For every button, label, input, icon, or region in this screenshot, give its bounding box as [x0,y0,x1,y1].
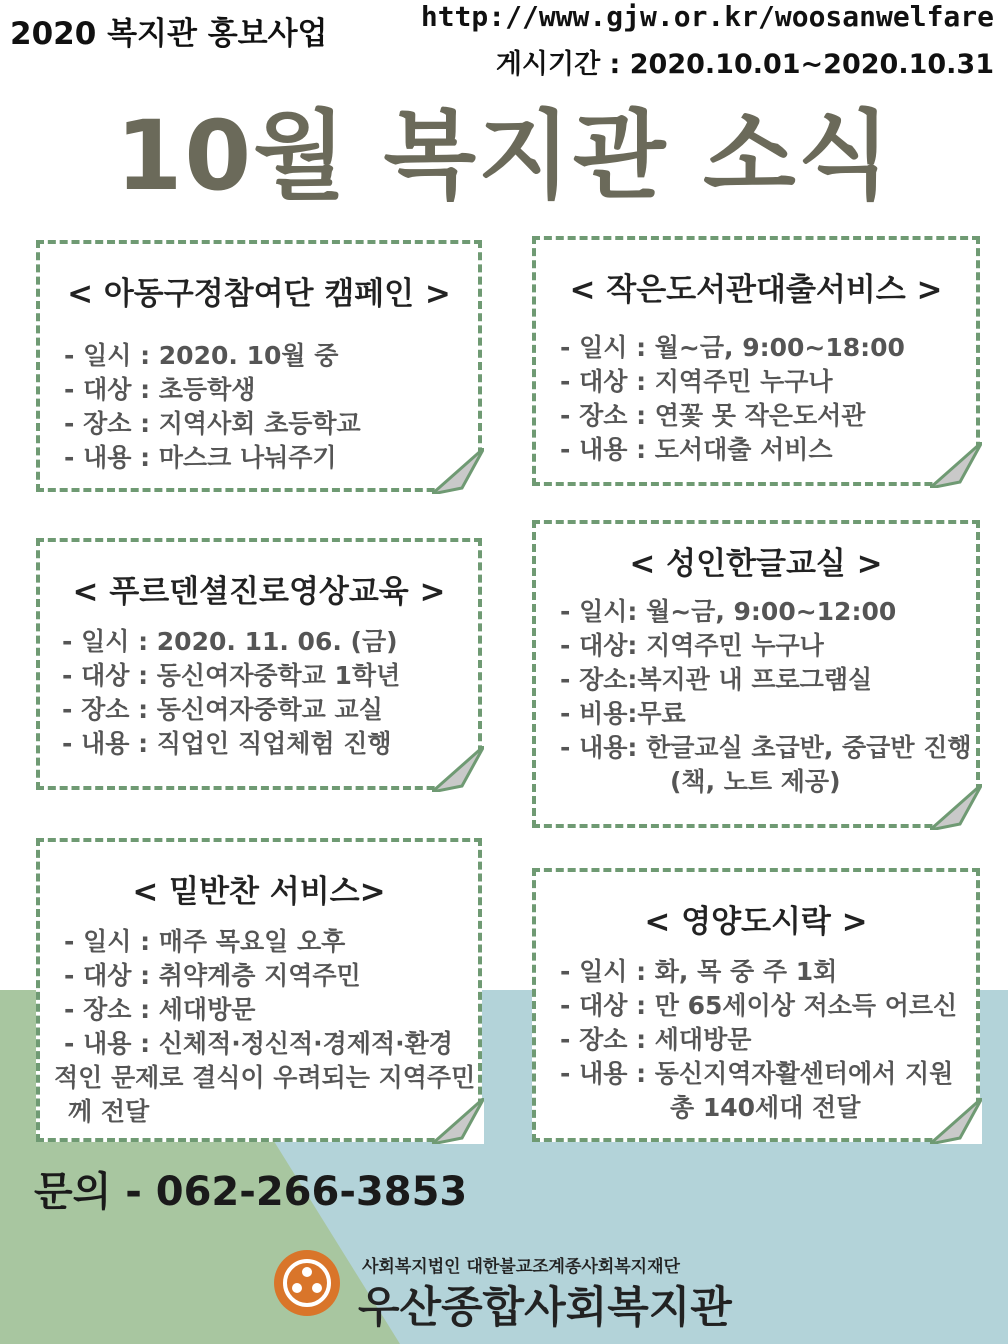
detail-line: - 내용: 한글교실 초급반, 중급반 진행 [560,733,972,762]
detail-line: - 일시 : 2020. 10월 중 [64,341,339,370]
card-title: < 푸르덴셜진로영상교육 > [72,574,446,610]
posting-period: 게시기간 : 2020.10.01~2020.10.31 [495,49,994,80]
card-title: < 작은도서관대출서비스 > [569,272,943,308]
detail-line: 적인 문제로 결식이 우려되는 지역주민 [54,1063,476,1092]
card-children-campaign [36,240,482,492]
detail-line: - 장소 : 동신여자중학교 교실 [62,695,383,724]
detail-line: - 대상 : 취약계층 지역주민 [64,961,361,990]
detail-line: 총 140세대 전달 [670,1093,861,1122]
detail-line: - 내용 : 도서대출 서비스 [560,435,833,464]
detail-line: - 장소 : 세대방문 [64,995,256,1024]
detail-line: - 일시 : 화, 목 중 주 1회 [560,957,838,986]
card-details [560,331,976,467]
detail-line: - 대상: 지역주민 누구나 [560,631,824,660]
card-side-dish [36,838,482,1142]
detail-line: - 장소 : 세대방문 [560,1025,752,1054]
detail-line: - 장소 : 지역사회 초등학교 [64,409,361,438]
page-curl-icon [930,442,982,488]
card-lunchbox [532,868,980,1142]
detail-line: - 대상 : 지역주민 누구나 [560,367,833,396]
detail-line: - 대상 : 만 65세이상 저소득 어르신 [560,991,958,1020]
page-curl-icon [930,1098,982,1144]
card-title: < 성인한글교실 > [629,546,883,582]
card-title: < 아동구정참여단 캠페인 > [67,276,451,312]
page-curl-icon [432,448,484,494]
card-details [560,595,976,799]
project-label: 2020 복지관 홍보사업 [10,16,328,52]
detail-line: - 일시: 월~금, 9:00~12:00 [560,597,897,626]
detail-line: - 대상 : 초등학생 [64,375,256,404]
detail-line: - 내용 : 신체적·정신적·경제적·환경 [64,1029,453,1058]
detail-line: - 내용 : 동신지역자활센터에서 지원 [560,1059,954,1088]
card-details [62,625,478,761]
card-adult-hangul [532,520,980,828]
organization-logo-icon [272,1248,342,1318]
card-details [64,339,478,475]
card-details [560,955,976,1125]
detail-line: 께 전달 [68,1097,150,1126]
card-title: < 영양도시락 > [644,904,868,940]
card-details [54,925,478,1129]
website-url[interactable]: http://www.gjw.or.kr/woosanwelfare [420,0,994,33]
detail-line: - 장소 : 연꽃 못 작은도서관 [560,401,866,430]
detail-line: - 일시 : 매주 목요일 오후 [64,927,346,956]
page-curl-icon [930,784,982,830]
card-small-library [532,236,980,486]
card-career-education [36,538,482,790]
detail-line: - 일시 : 월~금, 9:00~18:00 [560,333,905,362]
detail-line: - 내용 : 마스크 나눠주기 [64,443,337,472]
detail-line: - 비용:무료 [560,699,686,728]
detail-line: - 내용 : 직업인 직업체험 진행 [62,729,392,758]
organization-parent: 사회복지법인 대한불교조계종사회복지재단 [362,1257,680,1277]
detail-line: - 대상 : 동신여자중학교 1학년 [62,661,401,690]
contact-phone: 문의 - 062-266-3853 [34,1169,468,1215]
page-curl-icon [432,1098,484,1144]
detail-line: - 일시 : 2020. 11. 06. (금) [62,627,398,656]
detail-line: - 장소:복지관 내 프로그램실 [560,665,873,694]
detail-line: (책, 노트 제공) [670,767,841,796]
card-title: < 밑반찬 서비스> [132,874,386,910]
organization-name: 우산종합사회복지관 [358,1283,732,1333]
page-title: 10월 복지관 소식 [115,100,893,212]
page-curl-icon [432,746,484,792]
